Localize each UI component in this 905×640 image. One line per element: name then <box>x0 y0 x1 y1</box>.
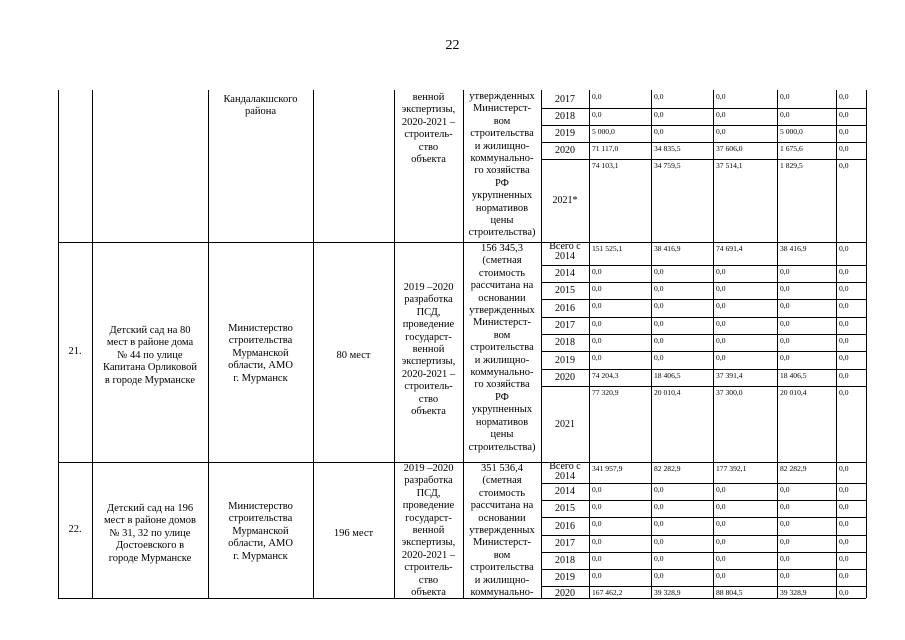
year-separator <box>541 569 866 570</box>
customer <box>208 501 313 563</box>
funding-value: 0,0 <box>592 336 602 345</box>
year-label: 2014 <box>555 268 575 279</box>
funding-value: 0,0 <box>839 371 849 380</box>
customer-line: района <box>244 106 277 118</box>
year-label: 2016 <box>555 520 575 532</box>
year-separator <box>541 517 866 518</box>
funding-value: 0,0 <box>654 571 664 580</box>
estimated-cost-line: строительства <box>470 342 534 354</box>
funding-value: 82 282,9 <box>654 464 681 473</box>
funding-value: 0,0 <box>780 267 790 276</box>
year-label: 2018 <box>555 555 575 566</box>
estimated-cost <box>463 463 541 599</box>
estimated-cost-line: РФ <box>495 391 509 403</box>
estimated-cost-line: (сметная <box>482 475 522 487</box>
funding-value: 0,0 <box>592 485 602 494</box>
deadline-line: венной <box>412 92 445 103</box>
funding-value: 167 462,2 <box>592 588 623 597</box>
customer-line: г. Мурманск <box>233 372 288 384</box>
funding-value: 0,0 <box>592 319 602 328</box>
funding-value: 0,0 <box>839 571 849 580</box>
deadline-line: проведение <box>402 319 455 331</box>
funding-value: 82 282,9 <box>780 464 807 473</box>
deadline-line: экспертизы, <box>401 356 456 368</box>
year-separator <box>541 299 866 300</box>
funding-value: 0,0 <box>839 588 849 597</box>
funding-value: 0,0 <box>654 284 664 293</box>
funding-value: 0,0 <box>654 336 664 345</box>
funding-value: 0,0 <box>839 519 849 528</box>
estimated-cost-line: вом <box>493 549 511 561</box>
funding-value: 0,0 <box>839 301 849 310</box>
object-name-line: Капитана Орликовой <box>102 362 198 374</box>
funding-value: 1 829,5 <box>780 161 803 170</box>
year-separator <box>541 282 866 283</box>
customer-line: г. Мурманск <box>233 550 288 562</box>
funding-value: 77 320,9 <box>592 388 619 397</box>
estimated-cost-line: рассчитана на <box>470 500 534 512</box>
funding-value: 0,0 <box>592 353 602 362</box>
year-separator <box>541 535 866 536</box>
grid-vline-8 <box>651 90 652 598</box>
funding-value: 0,0 <box>716 319 726 328</box>
estimated-cost-line: строительства <box>470 128 534 140</box>
funding-value: 0,0 <box>839 267 849 276</box>
grid-vline-11 <box>836 90 837 598</box>
funding-value: 0,0 <box>716 571 726 580</box>
funding-value: 0,0 <box>654 537 664 546</box>
funding-value: 0,0 <box>839 127 849 136</box>
funding-value: 0,0 <box>654 554 664 563</box>
year-label: 2019 <box>555 354 575 366</box>
funding-value: 0,0 <box>716 485 726 494</box>
funding-value: 0,0 <box>780 92 790 101</box>
year-separator <box>541 334 866 335</box>
year-separator <box>541 369 866 370</box>
funding-value: 0,0 <box>592 537 602 546</box>
year-separator <box>541 159 866 160</box>
estimated-cost-line: цены <box>490 429 514 441</box>
object-name-line: городе Мурманске <box>108 552 192 564</box>
year-label: 2018 <box>555 111 575 122</box>
deadline-line: объекта <box>411 406 446 418</box>
deadline-line: разработка <box>404 475 453 487</box>
estimated-cost-line: го хозяйства <box>474 379 530 391</box>
capacity: 196 мест <box>333 528 374 539</box>
estimated-cost-line: строительства) <box>468 441 536 453</box>
customer-line: строительства <box>228 513 293 525</box>
deadline <box>394 92 463 166</box>
year-separator <box>541 317 866 318</box>
customer-line: Мурманской <box>232 525 289 537</box>
funding-value: 0,0 <box>654 502 664 511</box>
grid-vline-3 <box>313 90 314 598</box>
estimated-cost-line: основании <box>478 292 526 304</box>
funding-value: 0,0 <box>839 161 849 170</box>
customer <box>208 323 313 385</box>
funding-value: 34 759,5 <box>654 161 681 170</box>
object-name-line: в городе Мурманске <box>104 374 196 386</box>
funding-value: 0,0 <box>839 284 849 293</box>
funding-value: 1 675,6 <box>780 144 803 153</box>
object-name-line: Детский сад на 80 <box>109 325 191 336</box>
funding-value: 0,0 <box>780 537 790 546</box>
year-separator <box>541 265 866 266</box>
funding-value: 0,0 <box>780 554 790 563</box>
estimated-cost-line: и жилищно- <box>474 574 530 586</box>
program-table <box>58 90 866 598</box>
year-label: 2021* <box>552 195 578 206</box>
row-number: 22. <box>68 524 82 535</box>
funding-value: 0,0 <box>780 110 790 119</box>
estimated-cost-line: 351 536,4 <box>481 463 523 474</box>
estimated-cost-line: нормативов <box>475 416 529 428</box>
row-separator-1 <box>58 242 866 243</box>
deadline-line: ство <box>418 574 439 586</box>
funding-value: 34 835,5 <box>654 144 681 153</box>
estimated-cost <box>463 243 541 454</box>
deadline-line: государст- <box>405 331 452 343</box>
funding-value: 74 204,3 <box>592 371 619 380</box>
customer-line: Кандалакшского <box>223 94 298 105</box>
row-number: 21. <box>68 346 82 357</box>
funding-value: 0,0 <box>716 110 726 119</box>
capacity: 80 мест <box>336 350 371 361</box>
funding-value: 0,0 <box>839 554 849 563</box>
estimated-cost-line: строительства <box>470 562 534 574</box>
customer-line: области, АМО <box>228 360 293 372</box>
estimated-cost-line: Министерст- <box>472 317 532 329</box>
deadline-line: 2019 –2020 <box>403 463 454 474</box>
funding-value: 0,0 <box>654 519 664 528</box>
deadline-line: объекта <box>411 587 446 599</box>
year-label: 2015 <box>555 503 575 514</box>
funding-value: 39 328,9 <box>780 588 807 597</box>
funding-value: 0,0 <box>654 485 664 494</box>
estimated-cost-line: го хозяйства <box>474 165 530 177</box>
funding-value: 0,0 <box>716 284 726 293</box>
funding-value: 0,0 <box>839 244 849 253</box>
funding-value: 0,0 <box>654 127 664 136</box>
deadline-line: государст- <box>405 512 452 524</box>
year-label: 2016 <box>555 302 575 314</box>
grid-vline-0 <box>58 90 59 598</box>
funding-value: 5 000,0 <box>592 127 615 136</box>
funding-value: 0,0 <box>716 336 726 345</box>
estimated-cost-line: стоимость <box>478 487 526 499</box>
funding-value: 0,0 <box>592 554 602 563</box>
funding-value: 0,0 <box>839 319 849 328</box>
funding-value: 0,0 <box>716 502 726 511</box>
funding-value: 0,0 <box>839 144 849 153</box>
year-label: 2020 <box>555 145 575 156</box>
object-name-line: Достоевского в <box>115 540 185 552</box>
funding-value: 341 957,9 <box>592 464 623 473</box>
funding-value: 0,0 <box>839 464 849 473</box>
funding-value: 0,0 <box>592 110 602 119</box>
deadline-line: строитель- <box>404 562 453 574</box>
year-label: 2018 <box>555 337 575 348</box>
deadline-line: экспертизы, <box>401 104 456 116</box>
estimated-cost-line: вом <box>493 115 511 127</box>
customer-line: Министерство <box>228 323 293 334</box>
customer-line: строительства <box>228 335 293 347</box>
estimated-cost-line: РФ <box>495 177 509 189</box>
funding-value: 0,0 <box>592 267 602 276</box>
estimated-cost-line: цены <box>490 215 514 227</box>
deadline-line: разработка <box>404 294 453 306</box>
funding-value: 0,0 <box>839 353 849 362</box>
funding-value: 20 010,4 <box>780 388 807 397</box>
funding-value: 177 392,1 <box>716 464 747 473</box>
object-name-line: мест в районе дома <box>106 337 194 349</box>
funding-value: 0,0 <box>654 92 664 101</box>
year-separator <box>541 483 866 484</box>
funding-value: 0,0 <box>716 554 726 563</box>
funding-value: 0,0 <box>780 571 790 580</box>
year-label: 2021 <box>555 418 575 430</box>
year-label: Всего с 2014 <box>549 461 581 482</box>
estimated-cost-line: коммунально- <box>470 153 534 165</box>
year-label: 2017 <box>555 320 575 331</box>
deadline-line: 2020-2021 – <box>401 116 456 128</box>
deadline-line: ПСД, <box>416 487 441 499</box>
funding-value: 88 804,5 <box>716 588 743 597</box>
estimated-cost <box>463 91 541 240</box>
deadline-line: 2020-2021 – <box>401 549 456 561</box>
deadline-line: проведение <box>402 500 455 512</box>
page-number: 22 <box>445 38 460 53</box>
customer-line: области, АМО <box>228 538 293 550</box>
funding-value: 0,0 <box>839 92 849 101</box>
estimated-cost-line: 156 345,3 <box>481 243 523 254</box>
funding-value: 0,0 <box>716 353 726 362</box>
deadline <box>394 282 463 418</box>
funding-value: 0,0 <box>780 284 790 293</box>
funding-value: 39 328,9 <box>654 588 681 597</box>
funding-value: 74 103,1 <box>592 161 619 170</box>
estimated-cost-line: (сметная <box>482 255 522 267</box>
estimated-cost-line: утвержденных <box>469 305 535 317</box>
grid-vline-12 <box>866 90 867 598</box>
year-separator <box>541 500 866 501</box>
deadline-line: объекта <box>411 154 446 166</box>
funding-value: 0,0 <box>839 537 849 546</box>
year-separator <box>541 586 866 587</box>
year-label: 2019 <box>555 128 575 139</box>
funding-value: 38 416,9 <box>654 244 681 253</box>
funding-value: 0,0 <box>654 110 664 119</box>
customer-line: Министерство <box>228 501 293 512</box>
customer-line: Мурманской <box>232 347 289 359</box>
funding-value: 0,0 <box>592 92 602 101</box>
funding-value: 0,0 <box>654 301 664 310</box>
estimated-cost-line: укрупненных <box>471 404 533 416</box>
funding-value: 18 406,5 <box>780 371 807 380</box>
funding-value: 0,0 <box>716 301 726 310</box>
deadline-line: экспертизы, <box>401 537 456 549</box>
estimated-cost-line: строительства) <box>468 227 536 239</box>
deadline-line: венной <box>412 525 445 537</box>
funding-value: 0,0 <box>780 301 790 310</box>
funding-value: 0,0 <box>592 284 602 293</box>
object-name-line: Детский сад на 196 <box>106 503 194 514</box>
deadline-line: строитель- <box>404 381 453 393</box>
grid-vline-9 <box>713 90 714 598</box>
funding-value: 20 010,4 <box>654 388 681 397</box>
estimated-cost-line: основании <box>478 512 526 524</box>
year-label: 2017 <box>555 93 575 105</box>
funding-value: 0,0 <box>654 267 664 276</box>
year-separator <box>541 108 866 109</box>
deadline-line: строитель- <box>404 129 453 141</box>
funding-value: 37 514,1 <box>716 161 743 170</box>
funding-value: 0,0 <box>780 336 790 345</box>
estimated-cost-line: Министерст- <box>472 103 532 115</box>
funding-value: 0,0 <box>780 485 790 494</box>
deadline-line: 2020-2021 – <box>401 368 456 380</box>
funding-value: 0,0 <box>839 388 849 397</box>
funding-value: 0,0 <box>716 92 726 101</box>
estimated-cost-line: стоимость <box>478 267 526 279</box>
funding-value: 74 691,4 <box>716 244 743 253</box>
year-label: Всего с 2014 <box>549 241 581 262</box>
year-label: 2015 <box>555 285 575 296</box>
funding-value: 18 406,5 <box>654 371 681 380</box>
funding-value: 151 525,1 <box>592 244 623 253</box>
funding-value: 0,0 <box>780 319 790 328</box>
estimated-cost-line: коммунально- <box>470 587 534 599</box>
estimated-cost-line: утвержденных <box>469 525 535 537</box>
object-name <box>92 325 208 387</box>
estimated-cost-line: и жилищно- <box>474 354 530 366</box>
estimated-cost-line: рассчитана на <box>470 280 534 292</box>
year-separator <box>541 351 866 352</box>
funding-value: 0,0 <box>780 519 790 528</box>
funding-value: 0,0 <box>716 127 726 136</box>
object-name-line: № 31, 32 по улице <box>109 527 191 539</box>
year-label: 2019 <box>555 572 575 583</box>
deadline-line: ство <box>418 393 439 405</box>
object-name <box>92 503 208 565</box>
estimated-cost-line: утвержденных <box>469 91 535 102</box>
deadline-line: ство <box>418 141 439 153</box>
funding-value: 0,0 <box>716 537 726 546</box>
funding-value: 0,0 <box>839 485 849 494</box>
funding-value: 0,0 <box>839 110 849 119</box>
grid-vline-7 <box>589 90 590 598</box>
year-separator <box>541 125 866 126</box>
funding-value: 0,0 <box>780 353 790 362</box>
estimated-cost-line: вом <box>493 329 511 341</box>
funding-value: 0,0 <box>592 571 602 580</box>
estimated-cost-line: и жилищно- <box>474 140 530 152</box>
funding-value: 0,0 <box>839 502 849 511</box>
funding-value: 37 606,0 <box>716 144 743 153</box>
year-separator <box>541 142 866 143</box>
year-separator <box>541 552 866 553</box>
funding-value: 0,0 <box>716 519 726 528</box>
estimated-cost-line: коммунально- <box>470 367 534 379</box>
funding-value: 0,0 <box>716 267 726 276</box>
deadline-line: 2019 –2020 <box>403 282 454 293</box>
funding-value: 0,0 <box>592 502 602 511</box>
funding-value: 71 117,0 <box>592 144 619 153</box>
object-name-line: № 44 по улице <box>117 349 183 361</box>
funding-value: 0,0 <box>592 301 602 310</box>
year-label: 2014 <box>555 486 575 497</box>
estimated-cost-line: нормативов <box>475 202 529 214</box>
funding-value: 0,0 <box>654 319 664 328</box>
deadline-line: венной <box>412 344 445 356</box>
estimated-cost-line: Министерст- <box>472 537 532 549</box>
deadline <box>394 463 463 599</box>
funding-value: 38 416,9 <box>780 244 807 253</box>
funding-value: 0,0 <box>780 502 790 511</box>
year-label: 2020 <box>555 372 575 383</box>
funding-value: 37 300,0 <box>716 388 743 397</box>
funding-value: 5 000,0 <box>780 127 803 136</box>
deadline-line: ПСД, <box>416 306 441 318</box>
customer <box>208 94 313 119</box>
estimated-cost-line: укрупненных <box>471 190 533 202</box>
funding-value: 0,0 <box>654 353 664 362</box>
object-name-line: мест в районе домов <box>104 515 196 527</box>
funding-value: 0,0 <box>592 519 602 528</box>
year-label: 2017 <box>555 538 575 549</box>
year-separator <box>541 386 866 387</box>
funding-value: 0,0 <box>839 336 849 345</box>
year-label: 2020 <box>555 588 575 599</box>
funding-value: 37 391,4 <box>716 371 743 380</box>
grid-vline-10 <box>777 90 778 598</box>
